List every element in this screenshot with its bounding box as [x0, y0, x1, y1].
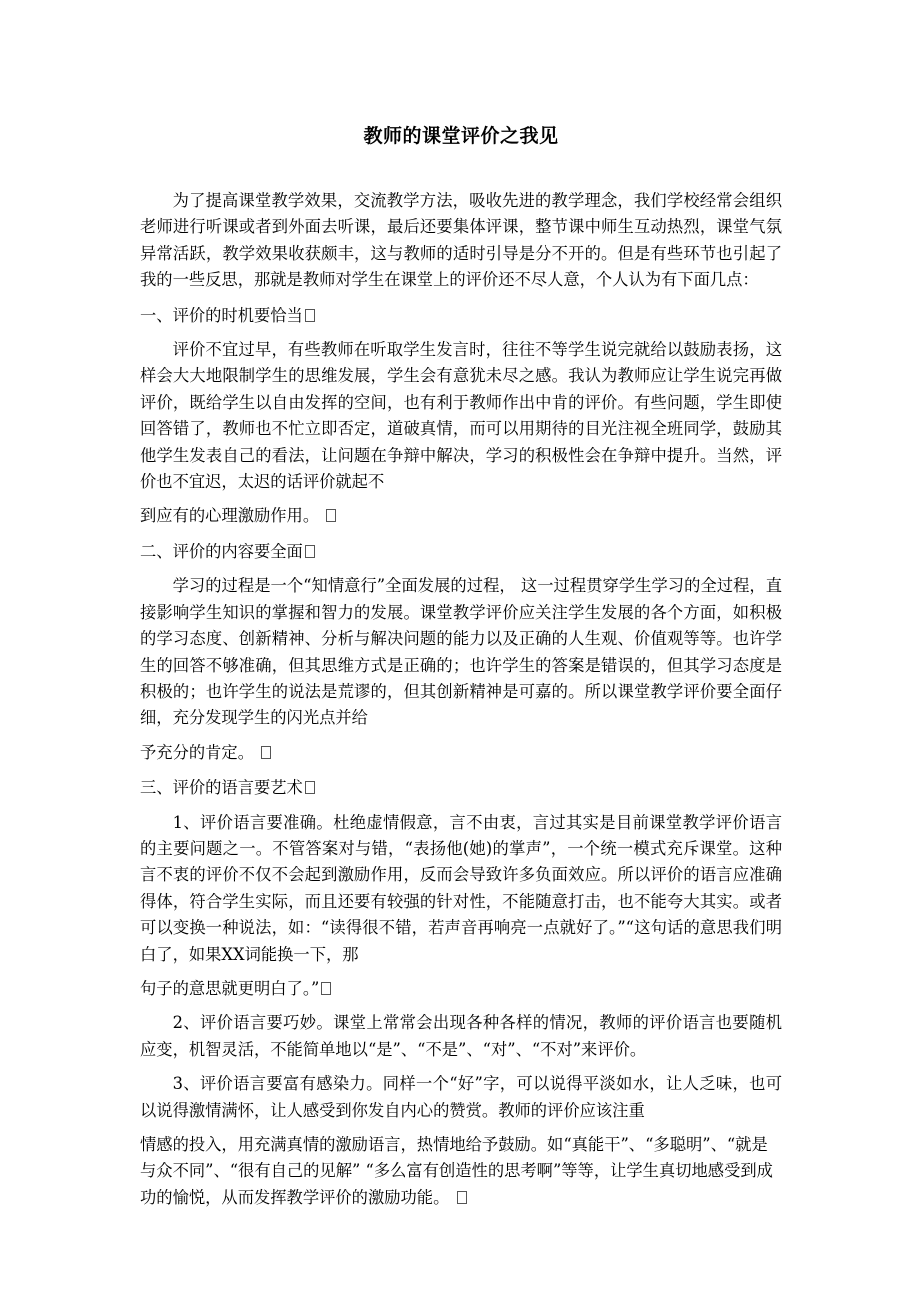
point-3-tail	[140, 1132, 782, 1211]
document-page	[140, 122, 782, 1211]
point-3-body: 3、评价语言要富有感染力。同样一个“好”字，可以说得平淡如水，让人乏味，也可以说得激情满怀，让人感受到你发自内心的赞赏。教师的评价应该注重	[140, 1074, 782, 1120]
point-1-body: 1、评价语言要准确。杜绝虚情假意，言不由衷，言过其实是目前课堂教学评价语言的主要问题之一。不管答案对与错，“表扬他(她)的掌声”，一个统一模式充斥课堂。这种言不衷的评价不仅不会起到激励作用，反而会导致许多负面效应。所以评价的语言应准确得体，符合学生实际，而且还要有较强的针对性，不能随意打击，也不能夸大其实。或者可以变换一种说法，如：“读得很不错，若声音再响亮一点就好了。”“这句话的意思我们明白了，如果XX词能换一下，那	[140, 812, 782, 964]
point-1-tail	[140, 976, 782, 1002]
missing-glyph-icon	[321, 982, 331, 995]
intro-paragraph: 为了提高课堂教学效果，交流教学方法，吸收先进的教学理念，我们学校经常会组织老师进行听课或者到外面去听课，最后还要集体评课，整节课中师生互动热烈，课堂气氛异常活跃，教学效果收获颇丰，这与教师的适时引导是分不开的。但是有些环节也引起了我的一些反思，那就是教师对学生在课堂上的评价还不尽人意，个人认为有下面几点：	[140, 191, 782, 290]
missing-glyph-icon	[305, 545, 315, 558]
document-title: 教师的课堂评价之我见	[363, 125, 559, 147]
section-content-body: 学习的过程是一个“知情意行”全面发展的过程， 这一过程贯穿学生学习的全过程，直接影响学生知识的掌握和智力的发展。课堂教学评价应关注学生发展的各个方面，如积极的学习态度、创新精神、分析与解决问题的能力以及正确的人生观、价值观等等。也许学生的回答不够准确，但其思维方式是正确的；也许学生的答案是错误的，但其学习态度是积极的；也许学生的说法是荒谬的，但其创新精神是可嘉的。所以课堂教学评价要全面仔细，充分发现学生的闪光点并给	[140, 576, 782, 728]
section-content-tail	[140, 740, 782, 766]
paragraph-tail-text: 到应有的心理激励作用。	[140, 506, 320, 526]
paragraph-tail-text: 情感的投入，用充满真情的激励语言，热情地给予鼓励。如“真能干”、“多聪明”、“就是与众不同”、“很有自己的见解” “多么富有创造性的思考啊”等等，让学生真切地感受到成功的愉悦，从而发挥教学评价的激励功能。	[140, 1135, 773, 1207]
section-timing-tail	[140, 503, 782, 529]
paragraph-tail-text: 句子的意思就更明白了。”	[140, 978, 320, 998]
section-heading-language	[140, 775, 782, 801]
missing-glyph-icon	[305, 309, 315, 322]
paragraph-tail-text: 予充分的肯定。	[140, 742, 254, 762]
section-heading-text: 一、评价的时机要恰当	[140, 305, 303, 325]
section-heading-content	[140, 539, 782, 565]
missing-glyph-icon	[326, 509, 336, 522]
section-heading-text: 二、评价的内容要全面	[140, 541, 303, 561]
section-timing-body: 评价不宜过早，有些教师在听取学生发言时，往往不等学生说完就给以鼓励表扬，这样会大大地限制学生的思维发展，学生会有意犹未尽之感。我认为教师应让学生说完再做评价，既给学生以自由发挥的空间，也有利于教师作出中肯的评价。有些问题，学生即使回答错了，教师也不忙立即否定，道破真情，而可以用期待的目光注视全班同学，鼓励其他学生发表自己的看法，让问题在争辩中解决，学习的积极性会在争辩中提升。当然，评价也不宜迟，太迟的话评价就起不	[140, 340, 782, 492]
missing-glyph-icon	[305, 781, 315, 794]
section-heading-text: 三、评价的语言要艺术	[140, 778, 303, 798]
missing-glyph-icon	[457, 1191, 467, 1204]
missing-glyph-icon	[261, 746, 271, 759]
section-heading-timing	[140, 303, 782, 329]
point-2-body: 2、评价语言要巧妙。课堂上常常会出现各种各样的情况，教师的评价语言也要随机应变，机智灵活，不能简单地以“是”、“不是”、“对”、“不对”来评价。	[140, 1013, 782, 1059]
